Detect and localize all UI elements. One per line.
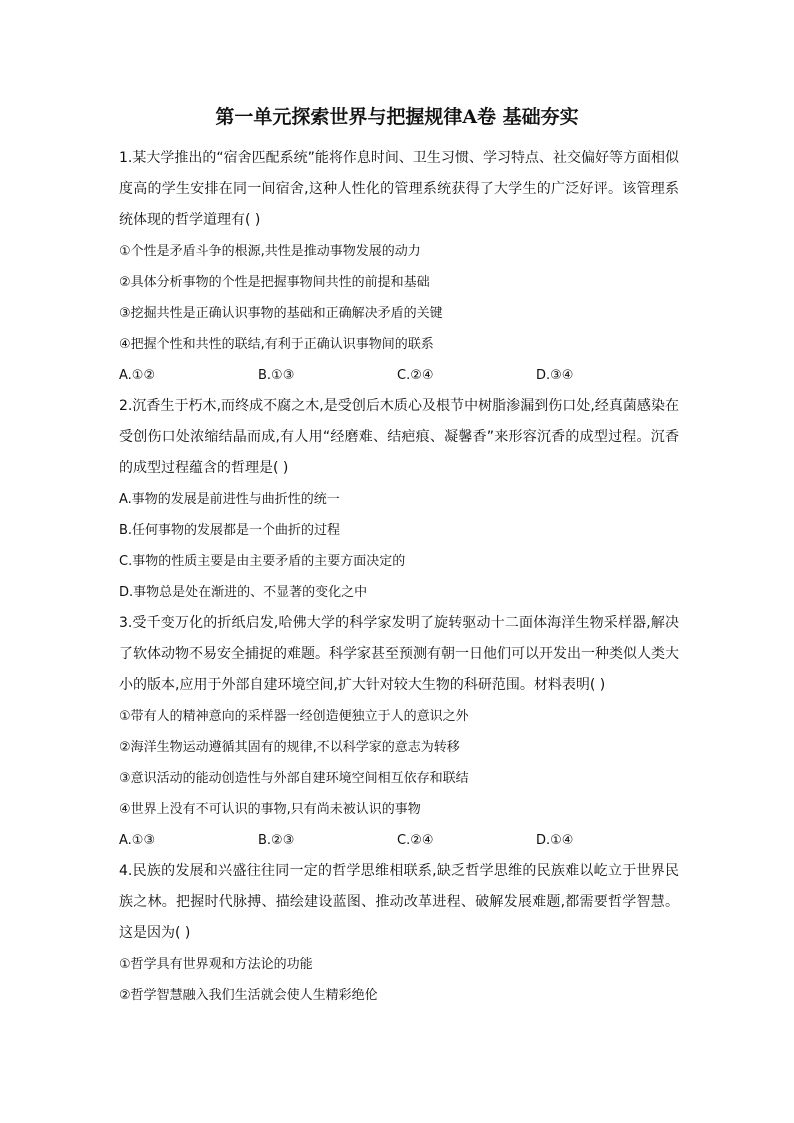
statement: ②海洋生物运动遵循其固有的规律,不以科学家的意志为转移	[119, 740, 460, 755]
question-stem: 2.沉香生于朽木,而终成不腐之木,是受创后木质心及根节中树脂渗漏到伤口处,经真菌感染在受创伤口处浓缩结晶而成,有人用“经磨难、结疤痕、凝馨香”来形容沉香的成型过程。沉香的成型过程蕴含的哲理是( )	[119, 398, 679, 476]
statement: ③挖掘共性是正确认识事物的基础和正确解决矛盾的关键	[119, 306, 443, 321]
question-3	[119, 608, 679, 856]
option-c: C.②④	[397, 833, 434, 848]
answer-options	[119, 825, 679, 856]
choice-d: D.事物总是处在渐进的、不显著的变化之中	[119, 585, 368, 600]
statement: ②哲学智慧融入我们生活就会使人生精彩绝伦	[119, 988, 378, 1003]
choice-c: C.事物的性质主要是由主要矛盾的主要方面决定的	[119, 554, 406, 569]
statement: ①带有人的精神意向的采样器一经创造便独立于人的意识之外	[119, 709, 469, 724]
statement: ③意识活动的能动创造性与外部自建环境空间相互依存和联结	[119, 771, 469, 786]
answer-options	[119, 360, 679, 391]
question-stem: 4.民族的发展和兴盛往往同一定的哲学思维相联系,缺乏哲学思维的民族难以屹立于世界民族之林。把握时代脉搏、描绘建设蓝图、推动改革进程、破解发展难题,都需要哲学智慧。这是因为( )	[119, 863, 679, 941]
option-d: D.③④	[536, 368, 574, 383]
option-b: B.①③	[258, 368, 295, 383]
statement: ①个性是矛盾斗争的根源,共性是推动事物发展的动力	[119, 244, 421, 259]
question-stem: 1.某大学推出的“宿舍匹配系统”能将作息时间、卫生习惯、学习特点、社交偏好等方面相似度高的学生安排在同一间宿舍,这种人性化的管理系统获得了大学生的广泛好评。该管理系统体现的哲学道理有( )	[119, 150, 679, 228]
statement: ④把握个性和共性的联结,有利于正确认识事物间的联系	[119, 337, 434, 352]
option-a: A.①③	[119, 833, 156, 848]
question-4	[119, 856, 679, 1011]
option-b: B.②③	[258, 833, 295, 848]
statement: ②具体分析事物的个性是把握事物间共性的前提和基础	[119, 275, 430, 290]
choice-a: A.事物的发展是前进性与曲折性的统一	[119, 492, 340, 507]
statement: ①哲学具有世界观和方法论的功能	[119, 957, 313, 972]
statement: ④世界上没有不可认识的事物,只有尚未被认识的事物	[119, 802, 421, 817]
question-1	[119, 143, 679, 391]
question-2	[119, 391, 679, 608]
choice-b: B.任何事物的发展都是一个曲折的过程	[119, 523, 341, 538]
option-c: C.②④	[397, 368, 434, 383]
option-d: D.①④	[536, 833, 574, 848]
question-list	[119, 143, 679, 1011]
option-a: A.①②	[119, 368, 156, 383]
page-title: 第一单元探索世界与把握规律A卷 基础夯实	[215, 106, 579, 128]
question-stem: 3.受千变万化的折纸启发,哈佛大学的科学家发明了旋转驱动十二面体海洋生物采样器,解决了软体动物不易安全捕捉的难题。科学家甚至预测有朝一日他们可以开发出一种类似人类大小的版本,应用于外部自建环境空间,扩大针对较大生物的科研范围。材料表明( )	[119, 615, 679, 693]
